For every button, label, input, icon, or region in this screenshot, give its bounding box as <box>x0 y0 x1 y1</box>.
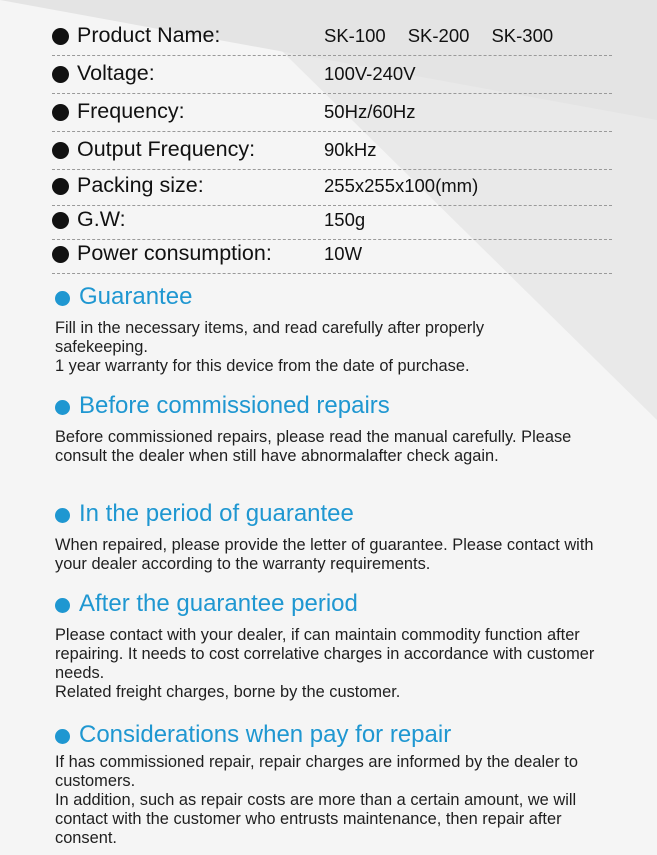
spec-value: 50Hz/60Hz <box>324 101 416 122</box>
section-after-guarantee-period <box>55 590 635 702</box>
spec-row-power-consumption <box>52 236 612 274</box>
paragraph: In addition, such as repair costs are more than a certain amount, we will contact with the customer who entrusts maintenance, then repair after consent. <box>55 791 577 847</box>
paragraph: When repaired, please provide the letter of guarantee. Please contact with your dealer according to the warranty requirements. <box>55 536 594 573</box>
bullet-icon <box>52 66 69 83</box>
spec-value: 100V-240V <box>324 63 416 84</box>
spec-row-output-frequency <box>52 132 612 170</box>
section-in-period-of-guarantee <box>55 500 635 574</box>
paragraph: Before commissioned repairs, please read the manual carefully. Please consult the dealer when still have abnormalafter check again. <box>55 428 572 465</box>
bullet-icon <box>55 729 70 744</box>
section-before-commissioned-repairs <box>55 392 635 466</box>
spec-row-frequency <box>52 94 612 132</box>
spec-label: Voltage: <box>77 61 155 85</box>
spec-value: 150g <box>324 209 366 230</box>
spec-label: G.W: <box>77 207 126 231</box>
section-title: After the guarantee period <box>79 590 358 617</box>
spec-label: Product Name: <box>77 23 221 47</box>
section-guarantee <box>55 283 635 376</box>
section-heading <box>55 283 635 313</box>
section-heading <box>55 721 635 751</box>
paragraph: Fill in the necessary items, and read carefully after properly safekeeping. <box>55 319 485 356</box>
spec-value: 255x255x100(mm) <box>324 175 479 196</box>
section-body <box>55 536 635 574</box>
bullet-icon <box>52 212 69 229</box>
section-heading <box>55 590 635 620</box>
spec-row-voltage <box>52 56 612 94</box>
spec-row-gross-weight <box>52 202 612 240</box>
paragraph: If has commissioned repair, repair charges are informed by the dealer to customers. <box>55 753 578 790</box>
bullet-icon <box>55 291 70 306</box>
model-label: SK-200 <box>407 25 470 46</box>
bullet-icon <box>52 142 69 159</box>
bullet-icon <box>52 246 69 263</box>
spec-label: Output Frequency: <box>77 137 256 161</box>
bullet-icon <box>52 28 69 45</box>
spec-row-product-name <box>52 18 612 56</box>
section-body <box>55 319 635 376</box>
bullet-icon <box>55 598 70 613</box>
spec-value-models <box>324 25 553 47</box>
model-label: SK-300 <box>491 25 554 46</box>
bullet-icon <box>52 178 69 195</box>
section-title: Considerations when pay for repair <box>79 721 452 748</box>
section-body <box>55 626 635 702</box>
section-considerations-pay-repair <box>55 721 635 848</box>
model-label: SK-100 <box>324 25 386 46</box>
section-title: In the period of guarantee <box>79 500 354 527</box>
bullet-icon <box>55 400 70 415</box>
bullet-icon <box>55 508 70 523</box>
bullet-icon <box>52 104 69 121</box>
section-heading <box>55 500 635 530</box>
spec-label: Power consumption: <box>77 241 272 265</box>
section-title: Guarantee <box>79 283 193 310</box>
section-body <box>55 753 635 848</box>
section-title: Before commissioned repairs <box>79 392 390 419</box>
paragraph: Related freight charges, borne by the customer. <box>55 683 401 701</box>
paragraph: 1 year warranty for this device from the date of purchase. <box>55 357 470 375</box>
section-body <box>55 428 635 466</box>
section-heading <box>55 392 635 422</box>
paragraph: Please contact with your dealer, if can maintain commodity function after repairing. It needs to cost correlative charges in accordance with customer needs. <box>55 626 595 682</box>
spec-value: 90kHz <box>324 139 377 160</box>
spec-value: 10W <box>324 243 363 264</box>
spec-row-packing-size <box>52 168 612 206</box>
spec-label: Packing size: <box>77 173 204 197</box>
spec-label: Frequency: <box>77 99 185 123</box>
